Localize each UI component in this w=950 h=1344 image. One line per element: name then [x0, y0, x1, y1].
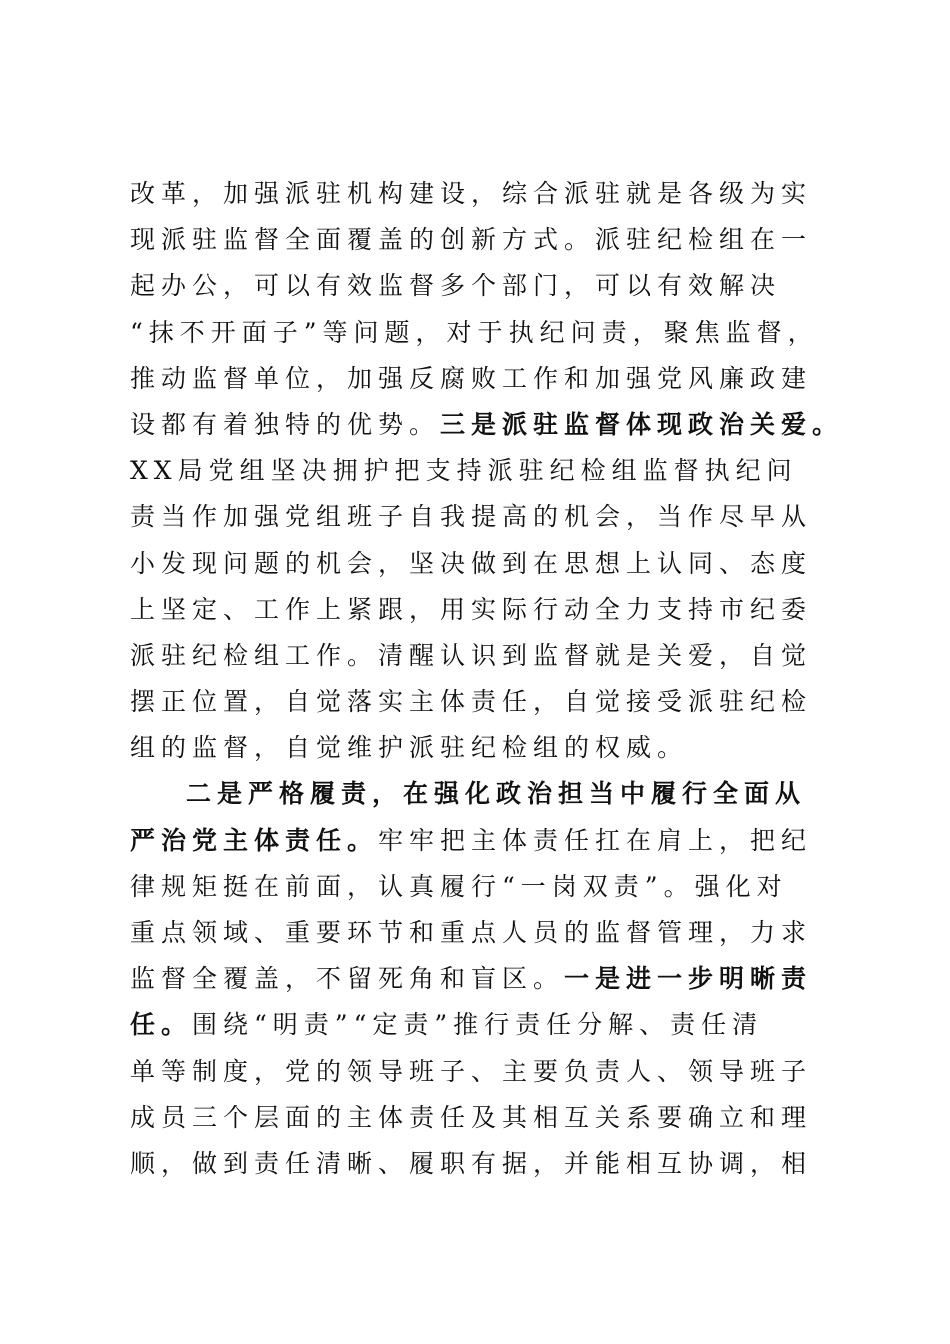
text-run: 监督全覆盖，不留死角和盲区。 — [130, 964, 565, 994]
text-run: 围绕“明责”“定责”推行责任分解、责任清 — [192, 1010, 764, 1040]
text-line — [130, 263, 830, 309]
text-run: 律规矩挺在前面，认真履行“一岗双责”。强化对 — [130, 871, 788, 901]
text-run: 设都有着独特的优势。 — [130, 409, 441, 439]
text-run: 上坚定、工作上紧跟，用实际行动全力支持市纪委 — [130, 594, 813, 624]
text-line — [130, 1049, 830, 1095]
text-line — [130, 217, 830, 263]
text-line — [130, 1095, 830, 1141]
text-line — [130, 633, 830, 679]
text-line — [130, 818, 830, 864]
text-run: 顺，做到责任清晰、履职有据，并能相互协调，相 — [130, 1148, 813, 1178]
text-run: 派驻纪检组工作。清醒认识到监督就是关爱，自觉 — [130, 640, 813, 670]
bold-text-run: 二是严格履责，在强化政治担当中履行全面从 — [186, 779, 807, 809]
bold-text-run: 严治党主体责任。 — [130, 825, 379, 855]
bold-text-run: 三是派驻监督体现政治关爱。 — [440, 409, 844, 439]
text-line — [130, 494, 830, 540]
body-text — [130, 171, 844, 1187]
text-line — [130, 1141, 830, 1187]
text-run: 组的监督，自觉维护派驻纪检组的权威。 — [130, 733, 689, 763]
text-run: 改革，加强派驻机构建设，综合派驻就是各级为实 — [130, 179, 813, 208]
bold-text-run: 任。 — [130, 1010, 193, 1040]
text-line — [130, 356, 830, 402]
text-run: 小发现问题的机会，坚决做到在思想上认同、态度 — [130, 548, 813, 578]
text-line — [130, 310, 830, 356]
text-line — [130, 771, 830, 817]
text-run: 单等制度，党的领导班子、主要负责人、领导班子 — [130, 1056, 813, 1086]
bold-text-run: 一是进一步明晰责 — [564, 964, 813, 994]
text-run: 起办公，可以有效监督多个部门，可以有效解决 — [130, 271, 782, 301]
text-run: 摆正位置，自觉落实主体责任，自觉接受派驻纪检 — [130, 687, 813, 717]
text-line — [130, 541, 830, 587]
text-run: 责当作加强党组班子自我提高的机会，当作尽早从 — [130, 502, 813, 532]
text-line — [130, 910, 830, 956]
text-run: XX局党组坚决拥护把支持派驻纪检组监督执纪问 — [130, 456, 798, 486]
text-line — [130, 864, 830, 910]
text-run: 成员三个层面的主体责任及其相互关系要确立和理 — [130, 1102, 813, 1132]
text-line — [130, 956, 830, 1002]
text-line — [130, 1002, 830, 1048]
text-run: 牢牢把主体责任扛在肩上，把纪 — [378, 825, 813, 855]
text-line — [130, 725, 830, 771]
text-run: 推动监督单位，加强反腐败工作和加强党风廉政建 — [130, 363, 813, 393]
text-line — [130, 587, 830, 633]
text-run: 现派驻监督全面覆盖的创新方式。派驻纪检组在一 — [130, 225, 813, 255]
text-run: 重点领域、重要环节和重点人员的监督管理，力求 — [130, 918, 813, 947]
text-line — [130, 448, 830, 494]
text-line — [130, 171, 830, 217]
text-line — [130, 679, 830, 725]
text-line — [130, 402, 844, 448]
text-run: “抹不开面子”等问题，对于执纪问责，聚焦监督， — [130, 317, 819, 347]
